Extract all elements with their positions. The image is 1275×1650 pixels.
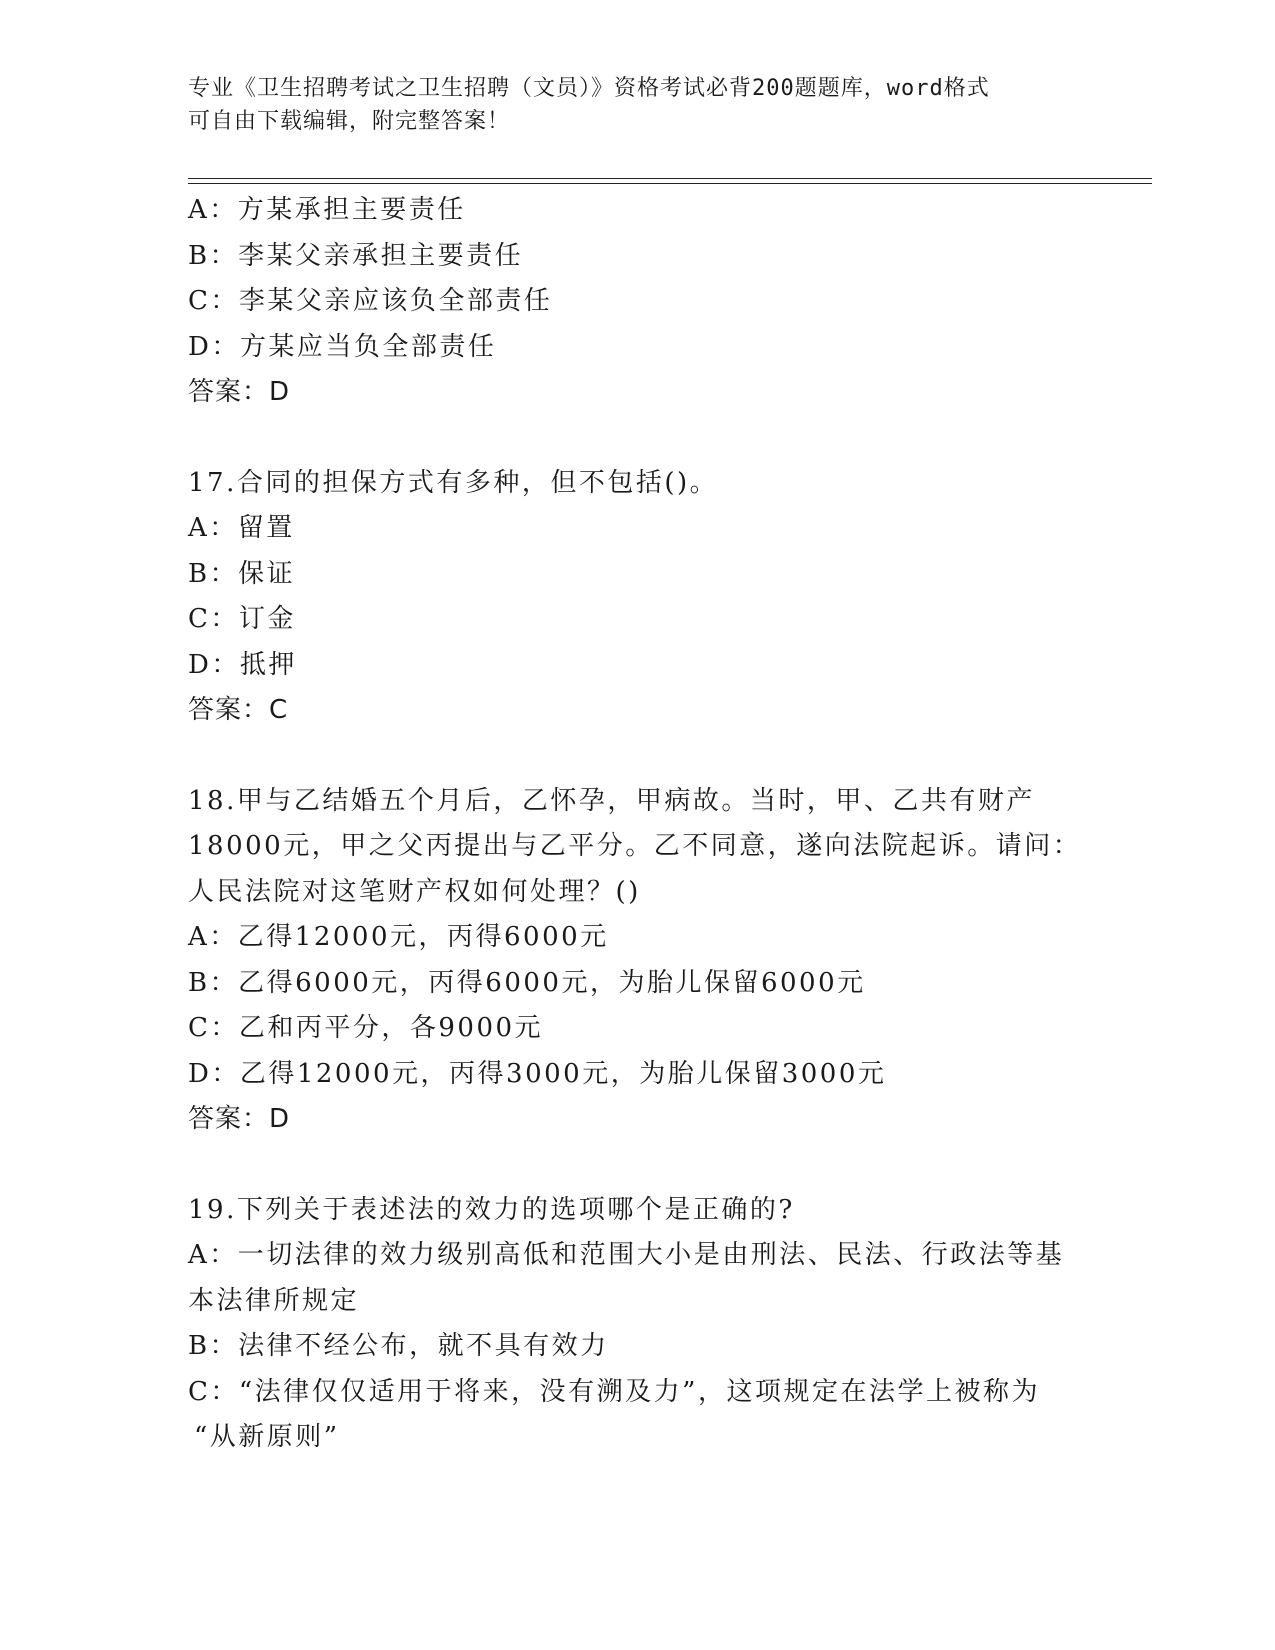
spacer	[188, 416, 1088, 461]
option-d: D：抵押	[188, 649, 297, 680]
option-b: B：保证	[188, 558, 296, 589]
option-a: A：方某承担主要责任	[188, 195, 466, 225]
option-c: C：订金	[188, 604, 296, 634]
header-divider-bottom	[188, 183, 1152, 184]
question-content	[188, 188, 1088, 1461]
option-b: B：李某父亲承担主要责任	[188, 240, 524, 271]
question-19	[188, 1188, 1088, 1461]
question-text: 17.合同的担保方式有多种，但不包括()。	[188, 467, 719, 498]
spacer	[188, 734, 1088, 779]
question-18	[188, 779, 1088, 1143]
question-text-line-3: 人民法院对这笔财产权如何处理？()	[188, 876, 641, 907]
option-b: B：法律不经公布，就不具有效力	[188, 1331, 609, 1361]
option-d: D：乙得12000元，丙得3000元，为胎儿保留3000元	[188, 1058, 887, 1089]
header-title-line-1: 专业《卫生招聘考试之卫生招聘（文员）》资格考试必背200题题库，word格式	[188, 76, 990, 101]
option-a: A：乙得12000元，丙得6000元	[188, 922, 609, 952]
option-b: B：乙得6000元，丙得6000元，为胎儿保留6000元	[188, 967, 866, 998]
question-text-line-2: 18000元，甲之父丙提出与乙平分。乙不同意，遂向法院起诉。请问：	[188, 831, 1082, 861]
question-text-line-1: 18.甲与乙结婚五个月后，乙怀孕，甲病故。当时，甲、乙共有财产	[188, 785, 1035, 816]
option-c: C：乙和丙平分，各9000元	[188, 1013, 544, 1043]
option-a-line-2: 本法律所规定	[188, 1285, 360, 1316]
document-header	[188, 72, 1068, 138]
option-c-line-1: C：“法律仅仅适用于将来，没有溯及力”，这项规定在法学上被称为	[188, 1376, 1040, 1407]
option-c-line-2: “从新原则”	[194, 1422, 340, 1452]
header-divider-top	[188, 178, 1152, 179]
option-c: C：李某父亲应该负全部责任	[188, 286, 553, 316]
answer: 答案：D	[188, 1104, 291, 1134]
option-a-line-1: A：一切法律的效力级别高低和范围大小是由刑法、民法、行政法等基	[188, 1240, 1065, 1270]
header-title-line-2: 可自由下载编辑，附完整答案！	[188, 109, 511, 134]
question-16	[188, 188, 1088, 416]
option-d: D：方某应当负全部责任	[188, 331, 497, 362]
question-text: 19.下列关于表述法的效力的选项哪个是正确的?	[188, 1194, 795, 1225]
answer: 答案：D	[188, 377, 291, 407]
spacer	[188, 1143, 1088, 1188]
option-a: A：留置	[188, 513, 295, 543]
question-17	[188, 461, 1088, 734]
answer: 答案：C	[188, 695, 289, 725]
